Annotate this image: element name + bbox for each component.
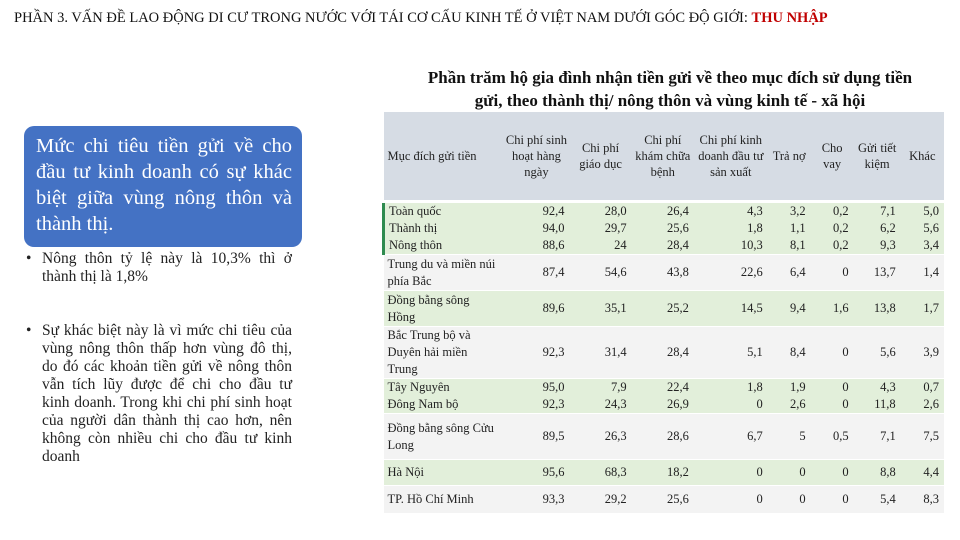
value-cell: [768, 486, 811, 514]
cell-value: 25,6: [667, 221, 689, 235]
value-cell: [694, 327, 768, 379]
row-label: Thành thị: [389, 221, 438, 235]
row-label-cell: [384, 379, 504, 414]
cell-value: 1,9: [790, 380, 806, 394]
value-cell: [632, 414, 694, 460]
cell-value: 0: [799, 492, 806, 506]
cell-value: 24: [614, 238, 627, 252]
value-cell: [632, 460, 694, 486]
cell-value: 88,6: [542, 238, 565, 252]
cell-value: 25,6: [667, 492, 689, 506]
value-cell: [569, 486, 631, 514]
cell-value: 6,4: [790, 265, 806, 279]
value-cell: [503, 379, 569, 414]
value-cell: [811, 379, 854, 414]
cell-value: 6,2: [880, 221, 896, 235]
value-cell: [854, 379, 901, 414]
value-cell: [569, 327, 631, 379]
value-cell: [768, 379, 811, 414]
value-cell: [632, 486, 694, 514]
value-cell: [901, 379, 944, 414]
cell-value: 0: [842, 465, 849, 479]
value-cell: [768, 291, 811, 327]
row-label: Đồng bằng sông Hồng: [387, 292, 470, 324]
cell-value: 0: [842, 345, 849, 359]
cell-value: 54,6: [604, 265, 627, 279]
cell-value: 35,1: [604, 301, 627, 315]
value-cell: [632, 379, 694, 414]
value-cell: [694, 414, 768, 460]
cell-value: 28,6: [667, 429, 689, 443]
cell-value: 92,4: [542, 204, 565, 218]
value-cell: [768, 327, 811, 379]
cell-value: 0: [842, 492, 849, 506]
value-cell: [854, 486, 901, 514]
cell-value: 1,4: [923, 265, 939, 279]
row-label: Đông Nam bộ: [387, 397, 459, 411]
column-header: Mục đích gửi tiền: [384, 112, 504, 202]
cell-value: 1,8: [747, 221, 763, 235]
cell-value: 5,4: [880, 492, 896, 506]
value-cell: [569, 255, 631, 291]
row-label: Đồng bằng sông Cửu Long: [387, 420, 494, 452]
callout-text: Mức chi tiêu tiền gửi về cho đầu tư kinh doanh có sự khác biệt giữa vùng nông thôn và thành thị.: [36, 135, 292, 235]
value-cell: [854, 255, 901, 291]
value-cell: [768, 460, 811, 486]
column-header: Chi phí giáo dục: [569, 112, 631, 202]
cell-value: 0: [756, 465, 763, 479]
cell-value: 5,6: [880, 345, 896, 359]
cell-value: 7,1: [880, 429, 896, 443]
cell-value: 22,4: [667, 380, 689, 394]
cell-value: 18,2: [667, 465, 689, 479]
bullet-text: Sự khác biệt này là vì mức chi tiêu của vùng nông thôn thấp hơn vùng đô thị, do đó các khoản tiền gửi về nông thôn vẫn tích lũy được để chi cho đầu tư kinh doanh. Trong khi chi phí sinh hoạt của người dân thành thị cao hơn, nên không còn nhiều chi cho đầu tư kinh doanh: [42, 322, 292, 465]
value-cell: [632, 255, 694, 291]
bullet-dot: •: [26, 250, 32, 267]
value-cell: [854, 460, 901, 486]
cell-value: 89,6: [542, 301, 565, 315]
value-cell: [632, 327, 694, 379]
cell-value: 3,4: [923, 238, 939, 252]
table-row: [384, 379, 945, 414]
value-cell: [694, 202, 768, 255]
value-cell: [569, 460, 631, 486]
column-header: Khác: [901, 112, 944, 202]
value-cell: [901, 414, 944, 460]
value-cell: [569, 379, 631, 414]
row-label: Nông thôn: [389, 238, 443, 252]
row-label-cell: [384, 255, 504, 291]
cell-value: 5: [799, 429, 806, 443]
cell-value: 24,3: [604, 397, 627, 411]
cell-value: 5,0: [923, 204, 939, 218]
cell-value: 0,7: [923, 380, 939, 394]
value-cell: [503, 202, 569, 255]
cell-value: 95,0: [542, 380, 565, 394]
cell-value: 0: [799, 465, 806, 479]
cell-value: 2,6: [923, 397, 939, 411]
cell-value: 95,6: [542, 465, 565, 479]
table-row: [384, 486, 945, 514]
value-cell: [854, 202, 901, 255]
cell-value: 3,9: [923, 345, 939, 359]
cell-value: 29,2: [604, 492, 627, 506]
bullet-text: Nông thôn tỷ lệ này là 10,3% thì ở thành thị là 1,8%: [42, 250, 292, 285]
row-label: Bắc Trung bộ và Duyên hải miền Trung: [387, 328, 471, 376]
callout-box: [24, 126, 302, 247]
value-cell: [854, 291, 901, 327]
cell-value: 1,7: [923, 301, 939, 315]
bullet-item: [26, 322, 292, 466]
cell-value: 13,7: [873, 265, 896, 279]
row-label: Toàn quốc: [389, 204, 442, 218]
cell-value: 4,4: [923, 465, 939, 479]
value-cell: [503, 327, 569, 379]
row-label-cell: [384, 291, 504, 327]
value-cell: [811, 202, 854, 255]
value-cell: [901, 460, 944, 486]
column-header: Gửi tiết kiệm: [854, 112, 901, 202]
row-label: TP. Hồ Chí Minh: [387, 492, 474, 506]
table-row: [384, 460, 945, 486]
value-cell: [569, 291, 631, 327]
cell-value: 13,8: [873, 301, 896, 315]
value-cell: [901, 202, 944, 255]
cell-value: 26,4: [667, 204, 689, 218]
row-label: Hà Nội: [387, 465, 424, 479]
remittance-table: [382, 112, 944, 514]
value-cell: [768, 255, 811, 291]
value-cell: [854, 327, 901, 379]
cell-value: 2,6: [790, 397, 806, 411]
cell-value: 7,9: [611, 380, 627, 394]
cell-value: 68,3: [604, 465, 627, 479]
cell-value: 43,8: [667, 265, 689, 279]
cell-value: 87,4: [542, 265, 565, 279]
column-header: Chi phí sinh hoạt hàng ngày: [503, 112, 569, 202]
cell-value: 93,3: [542, 492, 565, 506]
cell-value: 25,2: [667, 301, 689, 315]
cell-value: 10,3: [740, 238, 763, 252]
value-cell: [632, 202, 694, 255]
value-cell: [811, 255, 854, 291]
table-title-line2: gửi, theo thành thị/ nông thôn và vùng kinh tế - xã hội: [474, 91, 866, 110]
value-cell: [503, 460, 569, 486]
cell-value: 0: [842, 265, 849, 279]
cell-value: 31,4: [604, 345, 627, 359]
cell-value: 8,4: [790, 345, 806, 359]
value-cell: [694, 291, 768, 327]
cell-value: 26,3: [604, 429, 627, 443]
table-title-line1: Phần trăm hộ gia đình nhận tiền gửi về theo mục đích sử dụng tiền: [427, 68, 913, 87]
cell-value: 89,5: [542, 429, 565, 443]
bullet-dot: •: [26, 322, 32, 339]
cell-value: 0: [756, 492, 763, 506]
value-cell: [811, 414, 854, 460]
cell-value: 28,4: [667, 345, 689, 359]
value-cell: [811, 291, 854, 327]
cell-value: 6,7: [747, 429, 763, 443]
header-accent: THU NHẬP: [751, 10, 828, 26]
cell-value: 4,3: [747, 204, 763, 218]
cell-value: 0,2: [832, 221, 849, 235]
value-cell: [503, 486, 569, 514]
slide-header: [14, 10, 954, 27]
cell-value: 28,0: [604, 204, 627, 218]
row-label: Tây Nguyên: [387, 380, 450, 394]
cell-value: 1,6: [832, 301, 849, 315]
table-row: [384, 291, 945, 327]
value-cell: [569, 202, 631, 255]
cell-value: 0,2: [832, 238, 849, 252]
value-cell: [901, 255, 944, 291]
cell-value: 8,8: [880, 465, 896, 479]
cell-value: 11,8: [874, 397, 896, 411]
bullet-item: [26, 250, 292, 286]
table-title: [380, 66, 960, 112]
cell-value: 92,3: [542, 397, 565, 411]
table-row: [384, 414, 945, 460]
cell-value: 4,3: [880, 380, 896, 394]
cell-value: 26,9: [667, 397, 689, 411]
column-header: Chi phí khám chữa bệnh: [632, 112, 694, 202]
cell-value: 22,6: [740, 265, 763, 279]
value-cell: [694, 379, 768, 414]
cell-value: 9,4: [790, 301, 806, 315]
value-cell: [503, 291, 569, 327]
row-label-cell: [384, 414, 504, 460]
header-title: PHẦN 3. VẤN ĐỀ LAO ĐỘNG DI CƯ TRONG NƯỚC VỚI TÁI CƠ CẤU KINH TẾ Ở VIỆT NAM DƯỚI GÓC ĐỘ GIỚI:: [14, 10, 748, 26]
bullet-list: [26, 250, 292, 502]
cell-value: 1,1: [790, 221, 806, 235]
cell-value: 28,4: [667, 238, 689, 252]
value-cell: [854, 414, 901, 460]
value-cell: [811, 486, 854, 514]
value-cell: [694, 255, 768, 291]
row-label-cell: [384, 327, 504, 379]
cell-value: 0: [756, 397, 763, 411]
table-row: [384, 327, 945, 379]
value-cell: [901, 486, 944, 514]
value-cell: [503, 414, 569, 460]
row-label-cell: [384, 202, 504, 255]
row-label-cell: [384, 486, 504, 514]
value-cell: [768, 202, 811, 255]
cell-value: 0: [842, 397, 849, 411]
cell-value: 8,3: [923, 492, 939, 506]
value-cell: [768, 414, 811, 460]
cell-value: 5,1: [747, 345, 763, 359]
column-header: Trả nợ: [768, 112, 811, 202]
value-cell: [503, 255, 569, 291]
row-label-cell: [384, 460, 504, 486]
column-header: Cho vay: [811, 112, 854, 202]
value-cell: [901, 327, 944, 379]
cell-value: 8,1: [790, 238, 806, 252]
cell-value: 29,7: [604, 221, 627, 235]
cell-value: 92,3: [542, 345, 565, 359]
table-row: [384, 255, 945, 291]
row-label: Trung du và miền núi phía Bắc: [387, 256, 496, 288]
cell-value: 0: [842, 380, 849, 394]
value-cell: [811, 460, 854, 486]
value-cell: [811, 327, 854, 379]
value-cell: [901, 291, 944, 327]
value-cell: [694, 460, 768, 486]
value-cell: [632, 291, 694, 327]
column-header: Chi phí kinh doanh đầu tư sản xuất: [694, 112, 768, 202]
cell-value: 7,5: [923, 429, 939, 443]
cell-value: 0,2: [832, 204, 849, 218]
value-cell: [694, 486, 768, 514]
table-header-row: [384, 112, 945, 202]
table-row: [384, 202, 945, 255]
cell-value: 1,8: [747, 380, 763, 394]
cell-value: 14,5: [740, 301, 763, 315]
cell-value: 5,6: [923, 221, 939, 235]
cell-value: 3,2: [790, 204, 806, 218]
cell-value: 7,1: [880, 204, 896, 218]
value-cell: [569, 414, 631, 460]
cell-value: 94,0: [542, 221, 565, 235]
cell-value: 9,3: [880, 238, 896, 252]
cell-value: 0,5: [832, 429, 849, 443]
